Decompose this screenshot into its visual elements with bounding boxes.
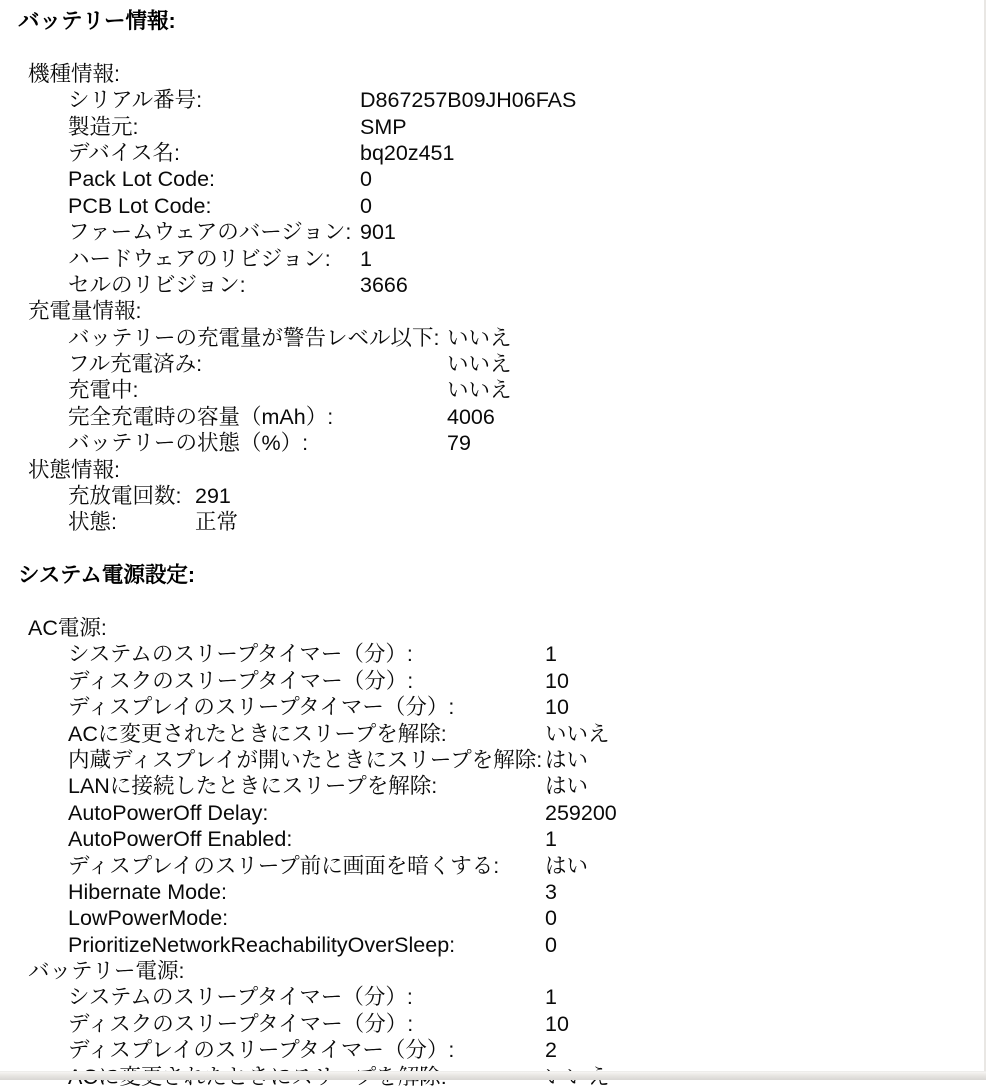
info-value: いいえ bbox=[447, 325, 512, 350]
info-label: ACに変更されたときにスリープを解除: bbox=[68, 721, 447, 746]
info-row bbox=[0, 641, 984, 667]
info-label: LowPowerMode: bbox=[68, 906, 229, 931]
group-header-text: 充電量情報: bbox=[28, 299, 142, 324]
info-label: デバイス名: bbox=[68, 140, 180, 165]
info-value: 2 bbox=[545, 1038, 557, 1063]
info-row bbox=[0, 430, 984, 456]
info-value: 79 bbox=[447, 431, 471, 456]
info-row bbox=[0, 800, 984, 826]
info-label: PrioritizeNetworkReachabilityOverSleep: bbox=[68, 932, 456, 957]
blank-row bbox=[0, 536, 984, 562]
info-value: 0 bbox=[360, 167, 372, 192]
info-row bbox=[0, 87, 984, 113]
group-header bbox=[0, 457, 984, 483]
info-row bbox=[0, 879, 984, 905]
info-label: LANに接続したときにスリープを解除: bbox=[68, 774, 438, 799]
info-row bbox=[0, 509, 984, 535]
info-label: セルのリビジョン: bbox=[68, 272, 246, 297]
section-title bbox=[0, 562, 984, 588]
info-row bbox=[0, 694, 984, 720]
info-label: ハードウェアのリビジョン: bbox=[68, 246, 331, 271]
info-label: AutoPowerOff Delay: bbox=[68, 800, 269, 825]
info-value: D867257B09JH06FAS bbox=[360, 88, 577, 113]
group-header bbox=[0, 615, 984, 641]
info-label: 完全充電時の容量（mAh）: bbox=[68, 404, 334, 429]
info-value: 0 bbox=[545, 932, 557, 957]
info-label: PCB Lot Code: bbox=[68, 193, 212, 218]
info-row bbox=[0, 668, 984, 694]
info-value: SMP bbox=[360, 114, 407, 139]
info-value: 259200 bbox=[545, 800, 617, 825]
info-row bbox=[0, 826, 984, 852]
info-row bbox=[0, 166, 984, 192]
info-value: 1 bbox=[545, 827, 557, 852]
blank-row bbox=[0, 589, 984, 615]
info-value: いいえ bbox=[545, 721, 610, 746]
info-value: いいえ bbox=[447, 378, 512, 403]
info-value: 0 bbox=[545, 906, 557, 931]
info-label: フル充電済み: bbox=[68, 352, 203, 377]
info-value: bq20z451 bbox=[360, 140, 455, 165]
info-label: 充電中: bbox=[68, 378, 139, 403]
info-value: 正常 bbox=[195, 510, 239, 535]
info-value: 10 bbox=[545, 695, 569, 720]
group-header-text: バッテリー電源: bbox=[28, 959, 185, 984]
info-label: 内蔵ディスプレイが開いたときにスリープを解除: bbox=[68, 747, 543, 772]
info-value: 10 bbox=[545, 1011, 569, 1036]
info-row bbox=[0, 114, 984, 140]
info-row bbox=[0, 721, 984, 747]
group-header-text: AC電源: bbox=[28, 615, 107, 640]
info-label: シリアル番号: bbox=[68, 88, 203, 113]
info-row bbox=[0, 272, 984, 298]
info-label: ディスプレイのスリープタイマー（分）: bbox=[68, 1038, 455, 1063]
group-header-text: 機種情報: bbox=[28, 61, 120, 86]
info-label: バッテリーの状態（%）: bbox=[68, 431, 309, 456]
info-row bbox=[0, 773, 984, 799]
info-value: はい bbox=[545, 747, 589, 772]
info-row bbox=[0, 404, 984, 430]
section-title bbox=[0, 8, 984, 34]
info-label: 充放電回数: bbox=[68, 484, 182, 509]
info-row bbox=[0, 246, 984, 272]
info-label: バッテリーの充電量が警告レベル以下: bbox=[68, 325, 440, 350]
info-value: 291 bbox=[195, 484, 231, 509]
group-header bbox=[0, 61, 984, 87]
info-label: ディスクのスリープタイマー（分）: bbox=[68, 668, 414, 693]
info-value: 3666 bbox=[360, 272, 408, 297]
info-label: システムのスリープタイマー（分）: bbox=[68, 985, 413, 1010]
info-label: ディスクのスリープタイマー（分）: bbox=[68, 1011, 414, 1036]
info-row bbox=[0, 1037, 984, 1063]
group-header bbox=[0, 958, 984, 984]
info-row bbox=[0, 140, 984, 166]
info-label: 製造元: bbox=[68, 114, 139, 139]
info-row bbox=[0, 905, 984, 931]
info-label: システムのスリープタイマー（分）: bbox=[68, 642, 413, 667]
info-row bbox=[0, 747, 984, 773]
section-title-text: バッテリー情報: bbox=[18, 9, 176, 33]
info-value: はい bbox=[545, 774, 589, 799]
info-value: 0 bbox=[360, 193, 372, 218]
info-label: AutoPowerOff Enabled: bbox=[68, 827, 293, 852]
info-value: いいえ bbox=[447, 352, 512, 377]
info-row bbox=[0, 219, 984, 245]
info-row bbox=[0, 984, 984, 1010]
info-label: 状態: bbox=[68, 510, 117, 535]
group-header-text: 状態情報: bbox=[28, 457, 120, 482]
info-row bbox=[0, 351, 984, 377]
info-row bbox=[0, 1011, 984, 1037]
info-row bbox=[0, 325, 984, 351]
info-label: ファームウェアのバージョン: bbox=[68, 220, 352, 245]
section-title-text: システム電源設定: bbox=[18, 563, 196, 588]
info-row bbox=[0, 932, 984, 958]
window-bottom-edge bbox=[0, 1071, 986, 1080]
info-value: 4006 bbox=[447, 404, 495, 429]
info-label: Hibernate Mode: bbox=[68, 879, 227, 904]
info-row bbox=[0, 377, 984, 403]
info-row bbox=[0, 483, 984, 509]
info-row bbox=[0, 193, 984, 219]
info-label: ディスプレイのスリープタイマー（分）: bbox=[68, 695, 455, 720]
info-value: はい bbox=[545, 853, 589, 878]
info-label: Pack Lot Code: bbox=[68, 167, 216, 192]
info-value: 10 bbox=[545, 668, 569, 693]
blank-row bbox=[0, 34, 984, 60]
info-label: ディスプレイのスリープ前に画面を暗くする: bbox=[68, 853, 500, 878]
info-value: 1 bbox=[545, 985, 557, 1010]
info-value: 1 bbox=[545, 642, 557, 667]
info-value: 901 bbox=[360, 220, 396, 245]
info-value: 3 bbox=[545, 879, 557, 904]
info-value: 1 bbox=[360, 246, 372, 271]
info-row bbox=[0, 853, 984, 879]
group-header bbox=[0, 298, 984, 324]
